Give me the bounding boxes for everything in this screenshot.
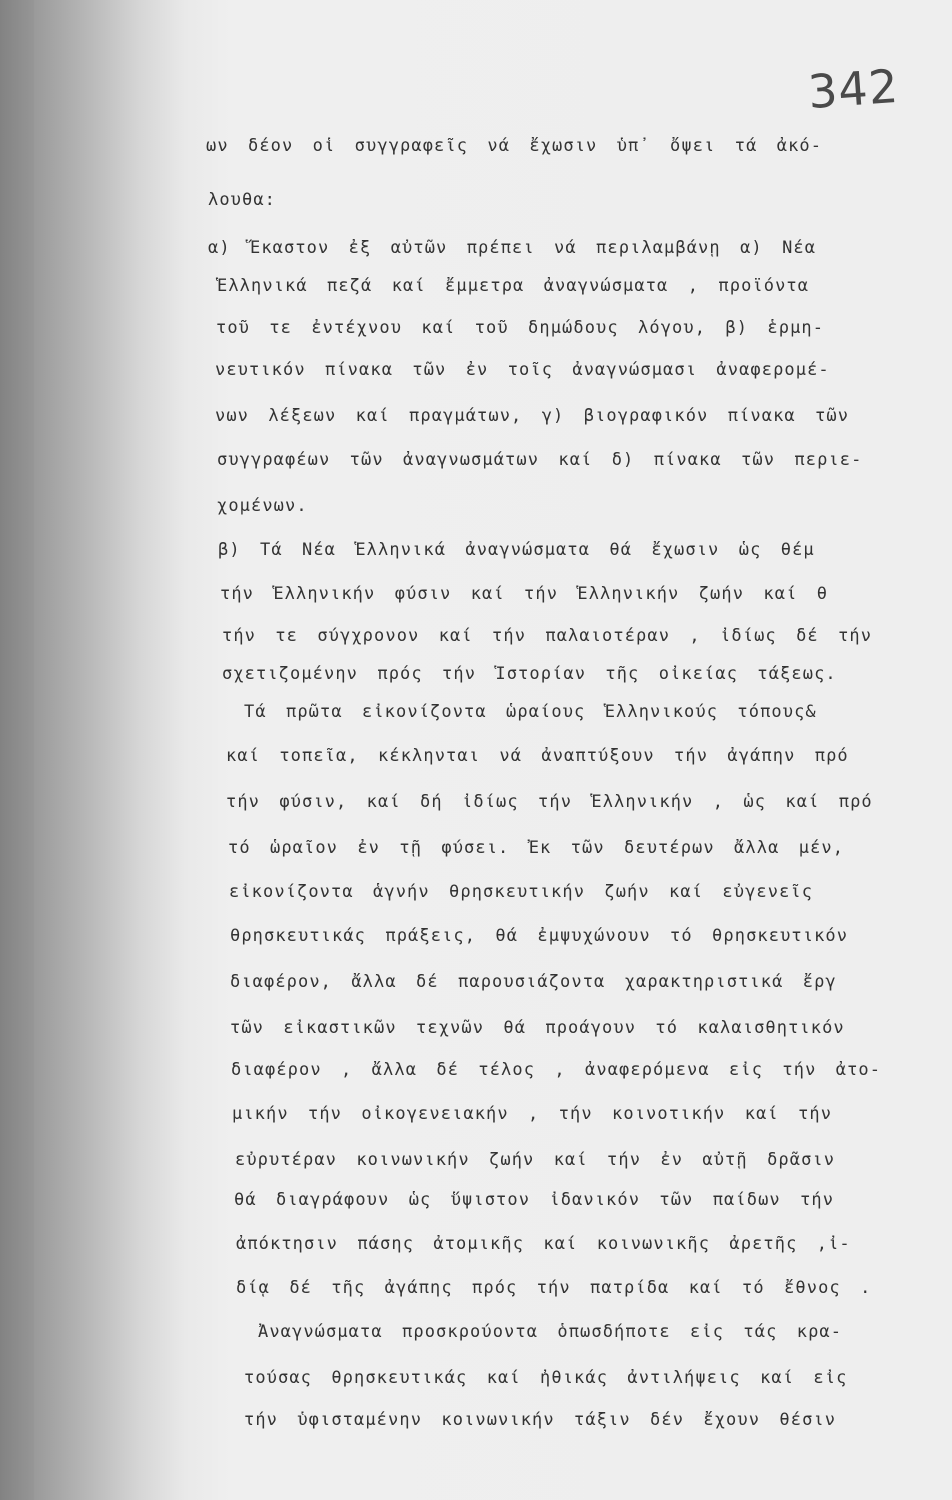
text-line: δίᾳ δέ τῆς ἀγάπης πρός τήν πατρίδα καί τό ἔθνος . bbox=[236, 1278, 872, 1298]
text-line: τούσας θρησκευτικάς καί ἠθικάς ἀντιλήψεις καί εἰς bbox=[244, 1368, 848, 1388]
text-line: νων λέξεων καί πραγμάτων, γ) βιογραφικόν πίνακα τῶν bbox=[215, 406, 850, 426]
text-line: τό ὡραῖον ἐν τῇ φύσει. Ἐκ τῶν δευτέρων ἄλλα μέν, bbox=[228, 838, 845, 858]
text-line: συγγραφέων τῶν ἀναγνωσμάτων καί δ) πίνακα τῶν περιε- bbox=[217, 450, 863, 470]
text-line: Τά πρῶτα εἰκονίζοντα ὡραίους Ἑλληνικούς τόπους& bbox=[244, 702, 817, 722]
text-line: νευτικόν πίνακα τῶν ἐν τοῖς ἀναγνώσμασι ἀναφερομέ- bbox=[215, 360, 830, 380]
text-line: Ἑλληνικά πεζά καί ἔμμετρα ἀναγνώσματα , προϊόντα bbox=[217, 276, 810, 296]
text-line: τήν φύσιν, καί δή ἰδίως τήν Ἑλληνικήν , ὡς καί πρό bbox=[226, 792, 873, 812]
text-line: καί τοπεῖα, κέκληνται νά ἀναπτύξουν τήν ἀγάπην πρό bbox=[226, 746, 849, 766]
text-line: τῶν εἰκαστικῶν τεχνῶν θά προάγουν τό καλαισθητικόν bbox=[230, 1018, 845, 1038]
handwritten-page-number: 342 bbox=[806, 58, 901, 120]
text-line: ἀπόκτησιν πάσης ἀτομικῆς καί κοινωνικῆς ἀρετῆς ,ἰ- bbox=[236, 1234, 851, 1254]
text-line: διαφέρον , ἄλλα δέ τέλος , ἀναφερόμενα εἰς τήν ἀτο- bbox=[231, 1060, 882, 1080]
text-line: τήν τε σύγχρονον καί τήν παλαιοτέραν , ἰδίως δέ τήν bbox=[222, 626, 873, 646]
text-line: εὐρυτέραν κοινωνικήν ζωήν καί τήν ἐν αὐτῇ δρᾶσιν bbox=[235, 1150, 836, 1170]
text-line: μικήν τήν οἰκογενειακήν , τήν κοινοτικήν καί τήν bbox=[232, 1104, 833, 1124]
text-line: τήν ὑφισταμένην κοινωνικήν τάξιν δέν ἔχουν θέσιν bbox=[244, 1410, 837, 1430]
binding-shadow bbox=[0, 0, 34, 1500]
text-line: χομένων. bbox=[217, 496, 308, 516]
text-line: εἰκονίζοντα ἁγνήν θρησκευτικήν ζωήν καί εὐγενεῖς bbox=[229, 882, 814, 902]
text-line: Ἀναγνώσματα προσκρούοντα ὁπωσδήποτε εἰς τάς κρα- bbox=[258, 1322, 843, 1342]
text-line: θρησκευτικάς πράξεις, θά ἐμψυχώνουν τό θρησκευτικόν bbox=[230, 926, 849, 946]
text-line: α) Ἕκαστον ἐξ αὐτῶν πρέπει νά περιλαμβάνῃ α) Νέα bbox=[208, 238, 817, 258]
text-line: σχετιζομένην πρός τήν Ἱστορίαν τῆς οἰκείας τάξεως. bbox=[222, 664, 837, 684]
text-line: ων δέον οἱ συγγραφεῖς νά ἔχωσιν ὑπ᾽ ὄψει τά ἀκό- bbox=[206, 136, 823, 156]
text-line: β) Τά Νέα Ἑλληνικά ἀναγνώσματα θά ἔχωσιν ὡς θέμ bbox=[218, 540, 815, 560]
text-line: λουθα: bbox=[208, 190, 277, 210]
text-line: διαφέρον, ἄλλα δέ παρουσιάζοντα χαρακτηριστικά ἔργ bbox=[230, 972, 837, 992]
text-line: τήν Ἑλληνικήν φύσιν καί τήν Ἑλληνικήν ζωήν καί θ bbox=[220, 584, 829, 604]
text-line: θά διαγράφουν ὡς ὕψιστον ἰδανικόν τῶν παίδων τήν bbox=[234, 1190, 835, 1210]
text-line: τοῦ τε ἐντέχνου καί τοῦ δημώδους λόγου, β) ἑρμη- bbox=[216, 318, 825, 338]
